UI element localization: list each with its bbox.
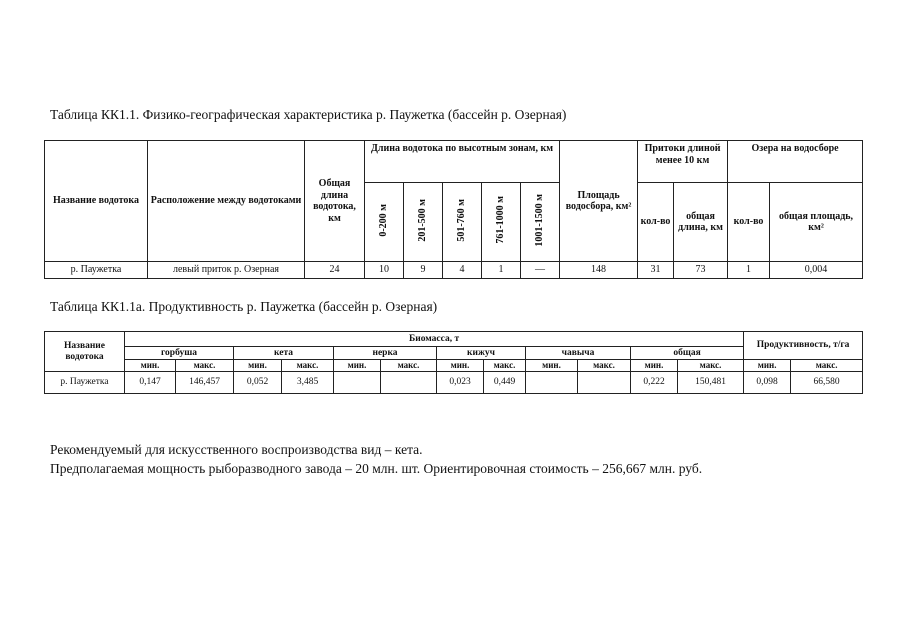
physical-geographic-table	[44, 140, 863, 279]
recommendation-note: Рекомендуемый для искусственного воспроизводства вид – кета.	[50, 442, 423, 457]
cell-value: 0,147	[125, 372, 176, 394]
cell-zone: 4	[443, 262, 482, 279]
cell-value: 146,457	[176, 372, 234, 394]
header-lakes-area: общая площадь, км²	[770, 183, 863, 262]
header-total-length: Общая длина водотока, км	[305, 141, 365, 262]
header-total: общая	[631, 347, 744, 360]
header-min: мин.	[437, 360, 484, 372]
header-chum-salmon: кета	[234, 347, 334, 360]
header-min: мин.	[526, 360, 578, 372]
header-max: макс.	[791, 360, 863, 372]
cell-value: 3,485	[282, 372, 334, 394]
header-pink-salmon: горбуша	[125, 347, 234, 360]
cell-name: р. Паужетка	[45, 372, 125, 394]
header-lakes: Озера на водосборе	[728, 141, 863, 183]
zone-0-200: 0-200 м	[378, 203, 390, 237]
zone-761-1000: 761-1000 м	[495, 196, 507, 245]
zone-201-500: 201-500 м	[417, 198, 429, 242]
cell-lakes-count: 1	[728, 262, 770, 279]
cell-value: 150,481	[678, 372, 744, 394]
cell-value	[334, 372, 381, 394]
cell-value	[526, 372, 578, 394]
table2-caption: Таблица КК1.1а. Продуктивность р. Паужетка (бассейн р. Озерная)	[50, 299, 438, 314]
cell-name: р. Паужетка	[45, 262, 148, 279]
header-max: макс.	[282, 360, 334, 372]
cell-location: левый приток р. Озерная	[148, 262, 305, 279]
table-row	[45, 262, 863, 279]
header-tributaries: Притоки длиной менее 10 км	[638, 141, 728, 183]
header-min: мин.	[334, 360, 381, 372]
header-coho-salmon: кижуч	[437, 347, 526, 360]
header-max: макс.	[176, 360, 234, 372]
header-min: мин.	[631, 360, 678, 372]
zone-1001-1500: 1001-1500 м	[534, 193, 546, 247]
table1-caption: Таблица КК1.1. Физико-географическая характеристика р. Паужетка (бассейн р. Озерная)	[50, 107, 567, 122]
cell-zone: —	[521, 262, 560, 279]
cell-value	[578, 372, 631, 394]
cell-value: 0,023	[437, 372, 484, 394]
header-area: Площадь водосбора, км²	[560, 141, 638, 262]
cell-trib-count: 31	[638, 262, 674, 279]
cell-area: 148	[560, 262, 638, 279]
cell-value: 0,052	[234, 372, 282, 394]
cell-value: 0,222	[631, 372, 678, 394]
header-name: Название водотока	[45, 141, 148, 262]
cell-lakes-area: 0,004	[770, 262, 863, 279]
header-min: мин.	[125, 360, 176, 372]
cell-value: 0,449	[484, 372, 526, 394]
cell-total-length: 24	[305, 262, 365, 279]
zone-501-760: 501-760 м	[456, 198, 468, 242]
header-trib-count: кол-во	[638, 183, 674, 262]
header-trib-length: общая длина, км	[674, 183, 728, 262]
cell-zone: 9	[404, 262, 443, 279]
productivity-table	[44, 331, 863, 394]
cell-trib-length: 73	[674, 262, 728, 279]
cell-value: 0,098	[744, 372, 791, 394]
header-name: Название водотока	[45, 332, 125, 372]
header-length-by-zone: Длина водотока по высотным зонам, км	[365, 141, 560, 183]
header-max: макс.	[578, 360, 631, 372]
cell-zone: 1	[482, 262, 521, 279]
cell-value	[381, 372, 437, 394]
cell-value: 66,580	[791, 372, 863, 394]
header-productivity: Продуктивность, т/га	[744, 332, 863, 360]
capacity-note: Предполагаемая мощность рыборазводного завода – 20 млн. шт. Ориентировочная стоимость – 256,667 млн. руб.	[50, 461, 703, 476]
header-chinook-salmon: чавыча	[526, 347, 631, 360]
header-max: макс.	[381, 360, 437, 372]
cell-zone: 10	[365, 262, 404, 279]
header-min: мин.	[234, 360, 282, 372]
header-sockeye-salmon: нерка	[334, 347, 437, 360]
header-location: Расположение между водотоками	[148, 141, 305, 262]
header-max: макс.	[484, 360, 526, 372]
header-lakes-count: кол-во	[728, 183, 770, 262]
header-min: мин.	[744, 360, 791, 372]
header-biomass: Биомасса, т	[125, 332, 744, 347]
table-row	[45, 372, 863, 394]
header-max: макс.	[678, 360, 744, 372]
